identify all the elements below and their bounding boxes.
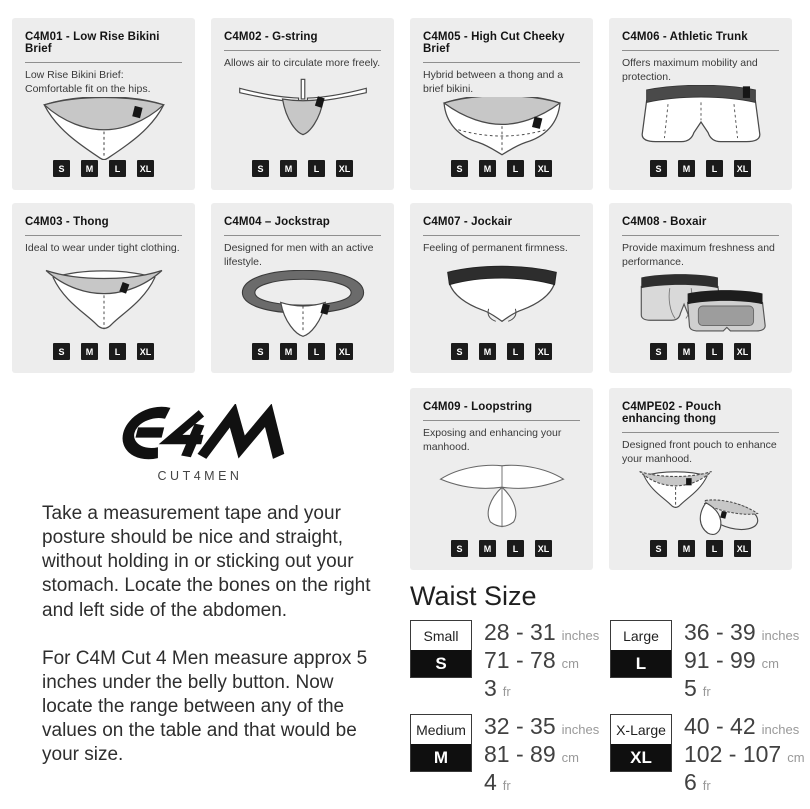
brand-logo bbox=[40, 404, 360, 483]
size-chip-l: L bbox=[109, 160, 126, 177]
measurement-instructions bbox=[42, 502, 374, 791]
size-chip-s: S bbox=[650, 540, 667, 557]
size-options bbox=[622, 343, 779, 363]
size-chip-s: S bbox=[451, 160, 468, 177]
unit-fr: fr bbox=[702, 778, 711, 793]
size-chip-l: L bbox=[507, 160, 524, 177]
size-badge-small bbox=[410, 620, 472, 678]
c4m-logo-icon bbox=[93, 404, 307, 462]
size-label: Small bbox=[423, 627, 459, 644]
unit-cm: cm bbox=[761, 656, 779, 671]
size-chip-l: L bbox=[706, 343, 723, 360]
divider bbox=[622, 432, 779, 433]
product-description: Low Rise Bikini Brief: Comfortable fit on the hips. bbox=[25, 69, 151, 95]
size-chip-m: M bbox=[479, 343, 496, 360]
size-chip-m: M bbox=[479, 160, 496, 177]
divider bbox=[622, 50, 779, 51]
size-chip-xl: XL bbox=[137, 160, 154, 177]
size-measurements bbox=[684, 714, 805, 798]
measure-inches: 32 - 35 inches bbox=[484, 713, 600, 739]
unit-cm: cm bbox=[561, 656, 579, 671]
divider bbox=[224, 50, 381, 51]
product-card-c4mpe02 bbox=[609, 388, 792, 570]
divider bbox=[622, 235, 779, 236]
size-chip-xl: XL bbox=[535, 540, 552, 557]
size-badge-medium bbox=[410, 714, 472, 772]
size-chip-m: M bbox=[280, 160, 297, 177]
size-chip-xl: XL bbox=[336, 343, 353, 360]
measure-inches: 28 - 31 inches bbox=[484, 619, 600, 645]
waist-size-row-small bbox=[410, 620, 610, 704]
size-chip-m: M bbox=[678, 343, 695, 360]
size-chip-l: L bbox=[706, 160, 723, 177]
pouch-enhancing-thong-illustration bbox=[622, 467, 779, 540]
divider bbox=[423, 235, 580, 236]
measure-cm: 81 - 89 cm bbox=[484, 741, 579, 767]
size-label: Medium bbox=[416, 721, 466, 738]
product-description: Provide maximum freshness and performance. bbox=[622, 242, 775, 268]
product-card-c4m08 bbox=[609, 203, 792, 373]
product-card-c4m03 bbox=[12, 203, 195, 373]
product-description: Designed front pouch to enhance your manhood. bbox=[622, 439, 777, 465]
jockair-illustration bbox=[423, 256, 580, 343]
size-chip-s: S bbox=[53, 343, 70, 360]
waist-size-title: Waist Size bbox=[410, 581, 537, 611]
product-card-c4m01 bbox=[12, 18, 195, 190]
size-options bbox=[224, 160, 381, 180]
size-options bbox=[224, 343, 381, 363]
product-description: Ideal to wear under tight clothing. bbox=[25, 242, 180, 254]
size-chip-s: S bbox=[451, 540, 468, 557]
product-card-c4m04 bbox=[211, 203, 394, 373]
size-chip-m: M bbox=[81, 343, 98, 360]
measure-cm: 102 - 107 cm bbox=[684, 741, 805, 767]
measure-cm: 91 - 99 cm bbox=[684, 647, 779, 673]
size-chip-l: L bbox=[507, 540, 524, 557]
unit-fr: fr bbox=[502, 778, 511, 793]
divider bbox=[224, 235, 381, 236]
divider bbox=[25, 62, 182, 63]
instructions-paragraph-2: For C4M Cut 4 Men measure approx 5 inches under the belly button. Now locate the range between any of the values on the table and that would be your size. bbox=[42, 647, 368, 766]
size-chip-s: S bbox=[252, 343, 269, 360]
product-card-c4m06 bbox=[609, 18, 792, 190]
size-chip-xl: XL bbox=[734, 343, 751, 360]
product-description: Hybrid between a thong and a brief bikini. bbox=[423, 69, 564, 95]
size-badge-xlarge bbox=[610, 714, 672, 772]
size-chip-xl: XL bbox=[734, 540, 751, 557]
unit-inches: inches bbox=[761, 722, 800, 737]
divider bbox=[25, 235, 182, 236]
size-chip-xl: XL bbox=[137, 343, 154, 360]
product-card-c4m09 bbox=[410, 388, 593, 570]
measure-fr: 5 fr bbox=[684, 675, 711, 701]
size-options bbox=[25, 343, 182, 363]
size-chip-xl: XL bbox=[734, 160, 751, 177]
high-cut-cheeky-brief-illustration bbox=[423, 97, 580, 160]
measure-fr: 6 fr bbox=[684, 769, 711, 795]
size-options bbox=[622, 160, 779, 180]
product-title: C4M07 - Jockair bbox=[423, 216, 513, 228]
measure-fr: 4 fr bbox=[484, 769, 511, 795]
thong-illustration bbox=[25, 256, 182, 343]
size-chip-m: M bbox=[479, 540, 496, 557]
product-card-c4m05 bbox=[410, 18, 593, 190]
size-chip-m: M bbox=[81, 160, 98, 177]
size-chip-s: S bbox=[53, 160, 70, 177]
size-chip-l: L bbox=[308, 343, 325, 360]
product-card-c4m07 bbox=[410, 203, 593, 373]
product-title: C4M03 - Thong bbox=[25, 216, 109, 228]
size-measurements bbox=[484, 714, 599, 798]
product-description: Designed for men with an active lifestyle. bbox=[224, 242, 374, 268]
size-chip-l: L bbox=[706, 540, 723, 557]
size-chip-xl: XL bbox=[336, 160, 353, 177]
unit-inches: inches bbox=[761, 628, 800, 643]
size-options bbox=[423, 160, 580, 180]
size-abbr: L bbox=[611, 650, 671, 677]
size-label: Large bbox=[623, 627, 659, 644]
loopstring-illustration bbox=[423, 455, 580, 540]
measure-cm: 71 - 78 cm bbox=[484, 647, 579, 673]
product-title: C4M06 - Athletic Trunk bbox=[622, 31, 748, 43]
g-string-illustration bbox=[224, 71, 381, 160]
size-abbr: S bbox=[411, 650, 471, 677]
product-title: C4M09 - Loopstring bbox=[423, 401, 533, 413]
size-chip-s: S bbox=[451, 343, 468, 360]
size-chip-m: M bbox=[678, 160, 695, 177]
waist-size-table bbox=[410, 620, 810, 798]
size-measurements bbox=[484, 620, 599, 704]
product-title: C4M04 – Jockstrap bbox=[224, 216, 330, 228]
boxair-illustration bbox=[622, 270, 779, 343]
product-description: Feeling of permanent firmness. bbox=[423, 242, 568, 254]
size-chip-s: S bbox=[650, 160, 667, 177]
size-label: X-Large bbox=[616, 721, 666, 738]
unit-inches: inches bbox=[561, 722, 600, 737]
instructions-paragraph-1: Take a measurement tape and your posture should be nice and straight, without holding in or sticking out your stomach. Locate the bones on the right and left side of the abdomen. bbox=[42, 503, 371, 621]
size-options bbox=[423, 343, 580, 363]
size-chip-l: L bbox=[109, 343, 126, 360]
size-badge-large bbox=[610, 620, 672, 678]
size-chip-m: M bbox=[280, 343, 297, 360]
size-abbr: XL bbox=[611, 744, 671, 771]
product-title: C4M08 - Boxair bbox=[622, 216, 707, 228]
athletic-trunk-illustration bbox=[622, 85, 779, 160]
unit-fr: fr bbox=[702, 684, 711, 699]
size-options bbox=[25, 160, 182, 180]
size-options bbox=[622, 540, 779, 560]
measure-inches: 40 - 42 inches bbox=[684, 713, 800, 739]
size-chip-s: S bbox=[252, 160, 269, 177]
unit-inches: inches bbox=[561, 628, 600, 643]
product-title: C4M02 - G-string bbox=[224, 31, 318, 43]
product-card-c4m02 bbox=[211, 18, 394, 190]
measure-fr: 3 fr bbox=[484, 675, 511, 701]
jockstrap-illustration bbox=[224, 270, 381, 343]
divider bbox=[423, 62, 580, 63]
product-title: C4M05 - High Cut Cheeky Brief bbox=[423, 31, 565, 55]
product-description: Exposing and enhancing your manhood. bbox=[423, 427, 562, 453]
size-chip-xl: XL bbox=[535, 160, 552, 177]
size-abbr: M bbox=[411, 744, 471, 771]
unit-cm: cm bbox=[787, 750, 805, 765]
size-measurements bbox=[684, 620, 799, 704]
divider bbox=[423, 420, 580, 421]
size-chip-s: S bbox=[650, 343, 667, 360]
product-description: Offers maximum mobility and protection. bbox=[622, 57, 758, 83]
waist-size-row-medium bbox=[410, 714, 610, 798]
product-description: Allows air to circulate more freely. bbox=[224, 57, 381, 69]
product-title: C4MPE02 - Pouch enhancing thong bbox=[622, 401, 722, 425]
size-chip-l: L bbox=[308, 160, 325, 177]
size-options bbox=[423, 540, 580, 560]
low-rise-bikini-brief-illustration bbox=[25, 97, 182, 160]
waist-size-row-xlarge bbox=[610, 714, 810, 798]
size-chip-m: M bbox=[678, 540, 695, 557]
unit-cm: cm bbox=[561, 750, 579, 765]
size-chip-l: L bbox=[507, 343, 524, 360]
waist-size-row-large bbox=[610, 620, 810, 704]
brand-subtext: CUT4MEN bbox=[157, 469, 243, 483]
unit-fr: fr bbox=[502, 684, 511, 699]
size-chip-xl: XL bbox=[535, 343, 552, 360]
measure-inches: 36 - 39 inches bbox=[684, 619, 800, 645]
product-title: C4M01 - Low Rise Bikini Brief bbox=[25, 31, 160, 55]
